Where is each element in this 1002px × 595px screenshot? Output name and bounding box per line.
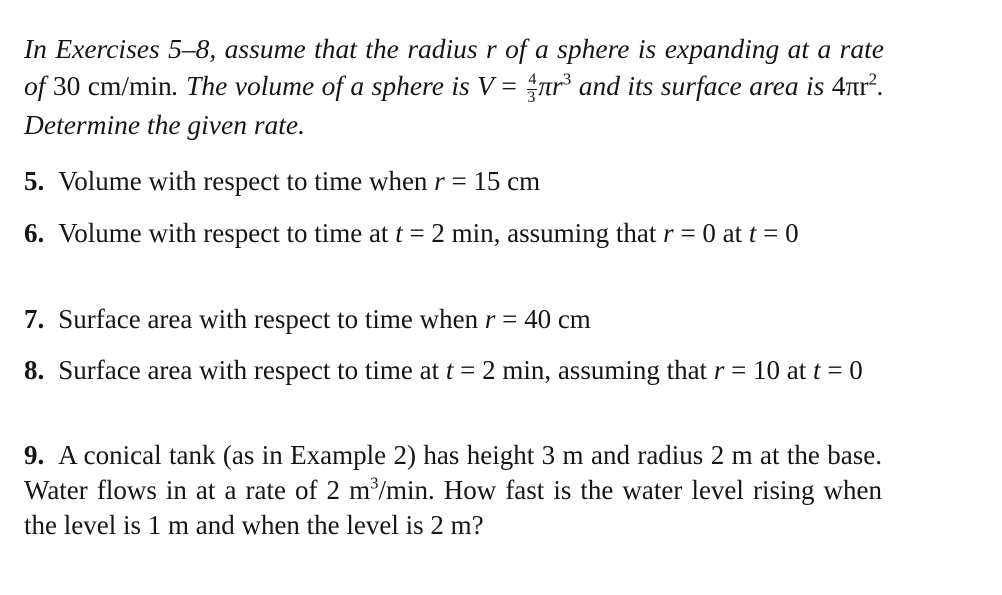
exercise-5 bbox=[24, 164, 882, 199]
exercise-number: 7. bbox=[24, 304, 45, 334]
exercise-text: = 0 at bbox=[673, 218, 749, 248]
exercise-text: = 0 bbox=[756, 218, 799, 248]
cube-exponent: 3 bbox=[562, 69, 572, 89]
intro-text-2: of a sphere is expanding at a rate of bbox=[24, 33, 884, 101]
variable-t: t bbox=[813, 355, 821, 385]
instructions-paragraph bbox=[24, 30, 884, 143]
cubic-meter-exponent: 3 bbox=[370, 473, 379, 493]
exercise-text: = 10 at bbox=[724, 355, 814, 385]
equals-sign: = bbox=[493, 70, 525, 101]
fraction-numerator: 4 bbox=[528, 70, 537, 88]
variable-t: t bbox=[445, 355, 454, 385]
volume-symbol: V bbox=[477, 70, 494, 101]
exercise-number: 9. bbox=[24, 440, 45, 470]
fraction-denominator: 3 bbox=[527, 88, 536, 106]
square-exponent: 2 bbox=[868, 69, 878, 89]
variable-t: t bbox=[748, 218, 757, 248]
expansion-rate: 30 cm/min bbox=[52, 70, 172, 101]
exercise-text: Volume with respect to time at bbox=[58, 218, 396, 248]
four-thirds-fraction bbox=[527, 72, 537, 107]
exercise-7 bbox=[24, 302, 882, 337]
exercise-text: A conical tank (as in Example 2) has height 3 m and radius 2 m at the base. Water flows in at a rate of 2 m bbox=[24, 440, 882, 505]
intro-text-5: . Determine the given rate. bbox=[24, 70, 884, 141]
exercise-text: = 2 min, assuming that bbox=[402, 218, 664, 248]
intro-text-1: In Exercises 5–8, assume that the radius bbox=[24, 33, 487, 64]
variable-t: t bbox=[395, 218, 403, 248]
exercise-number: 5. bbox=[24, 166, 45, 196]
exercise-6 bbox=[24, 216, 882, 251]
exercise-number: 8. bbox=[24, 355, 45, 385]
exercise-text: /min. How fast is the water level rising when the level is 1 m and when the level is 2 m? bbox=[24, 475, 882, 540]
exercise-number: 6. bbox=[24, 218, 45, 248]
surface-area-coefficient: 4πr bbox=[831, 70, 869, 101]
exercise-text: = 15 cm bbox=[444, 166, 541, 196]
intro-text-4: and its surface area is bbox=[571, 70, 832, 101]
variable-r: r bbox=[484, 304, 496, 334]
exercise-9 bbox=[24, 438, 882, 543]
exercise-text: = 40 cm bbox=[495, 304, 591, 334]
exercise-8 bbox=[24, 353, 882, 388]
exercise-text: Surface area with respect to time when bbox=[58, 304, 485, 334]
exercise-text: Surface area with respect to time at bbox=[58, 355, 446, 385]
pi-r-term: πr bbox=[538, 70, 563, 101]
exercise-text: = 2 min, assuming that bbox=[453, 355, 714, 385]
radius-symbol: r bbox=[486, 33, 497, 64]
variable-r: r bbox=[663, 218, 674, 248]
variable-r: r bbox=[434, 166, 445, 196]
exercise-text: Volume with respect to time when bbox=[58, 166, 435, 196]
exercise-text: = 0 bbox=[820, 355, 863, 385]
variable-r: r bbox=[713, 355, 725, 385]
textbook-page bbox=[24, 30, 884, 540]
intro-text-3: . The volume of a sphere is bbox=[171, 70, 478, 101]
